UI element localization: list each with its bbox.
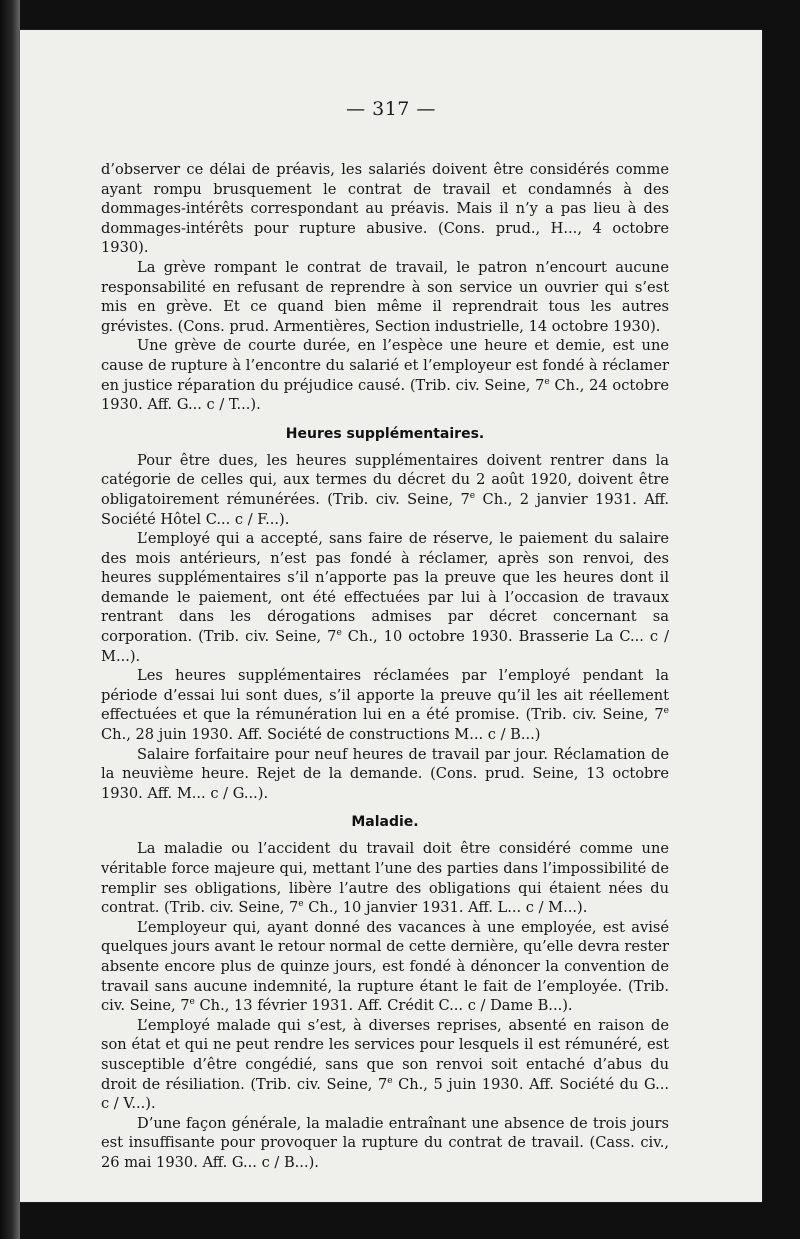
page-body — [101, 160, 669, 1173]
paragraph: L’employeur qui, ayant donné des vacances à une employée, est avisé quelques jours avant le retour normal de cette dernière, qu’elle devra rester absente encore plus de quinze jours, est fondé à dénoncer la convention de travail sans aucune indemnité, la rupture étant le fait de l’employée. (Trib. civ. Seine, 7e Ch., 13 février 1931. Aff. Crédit C... c / Dame B...). — [101, 918, 669, 1015]
paragraph: Une grève de courte durée, en l’espèce une heure et demie, est une cause de rupture à l’encontre du salarié et l’employeur est fondé à réclamer en justice réparation du préjudice causé. (Trib. civ. Seine, 7e Ch., 24 octobre 1930. Aff. G... c / T...). — [101, 337, 669, 414]
paragraph: L’employé malade qui s’est, à diverses reprises, absenté en raison de son état et qui ne peut rendre les services pour lesquels il est rémunéré, est susceptible d’être congédié, sans que son renvoi soit entaché d’abus du droit de résiliation. (Trib. civ. Seine, 7e Ch., 5 juin 1930. Aff. Société du G... c / V...). — [101, 1016, 669, 1113]
scan-edge — [0, 0, 20, 1239]
page-number: — 317 — — [346, 98, 436, 120]
document-page — [20, 30, 762, 1202]
section-heading-maladie: Maladie. — [351, 814, 419, 831]
paragraph: Les heures supplémentaires réclamées par l’employé pendant la période d’essai lui sont dues, s’il apporte la preuve qu’il les ait réellement effectuées et que la rémunération lui en a été promise. (Trib. civ. Seine, 7e Ch., 28 juin 1930. Aff. Société de constructions M... c / B...) — [101, 667, 669, 744]
paragraph: La maladie ou l’accident du travail doit être considéré comme une véritable force majeure qui, mettant l’une des parties dans l’impossibilité de remplir ses obligations, libère l’autre des obligations qui étaient nées du contrat. (Trib. civ. Seine, 7e Ch., 10 janvier 1931. Aff. L... c / M...). — [101, 840, 669, 917]
paragraph: La grève rompant le contrat de travail, le patron n’encourt aucune responsabilité en refusant de reprendre à son service un ouvrier qui s’est mis en grève. Et ce quand bien même il reprendrait tous les autres grévistes. (Cons. prud. Armentières, Section industrielle, 14 octobre 1930). — [101, 258, 669, 335]
paragraph: Salaire forfaitaire pour neuf heures de travail par jour. Réclamation de la neuvième heure. Rejet de la demande. (Cons. prud. Seine, 13 octobre 1930. Aff. M... c / G...). — [101, 745, 669, 802]
paragraph: d’observer ce délai de préavis, les salariés doivent être considérés comme ayant rompu brusquement le contrat de travail et condamnés à des dommages-intérêts correspondant au préavis. Mais il n’y a pas lieu à des dommages-intérêts pour rupture abusive. (Cons. prud., H..., 4 octobre 1930). — [101, 161, 669, 257]
section-heading-heures: Heures supplémentaires. — [285, 425, 485, 442]
paragraph: D’une façon générale, la maladie entraînant une absence de trois jours est insuffisante pour provoquer la rupture du contrat de travail. (Cass. civ., 26 mai 1930. Aff. G... c / B...). — [101, 1114, 669, 1171]
paragraph: Pour être dues, les heures supplémentaires doivent rentrer dans la catégorie de celles qui, aux termes du décret du 2 août 1920, doivent être obligatoirement rémunérées. (Trib. civ. Seine, 7e Ch., 2 janvier 1931. Aff. Société Hôtel C... c / F...). — [101, 451, 669, 528]
paragraph: L’employé qui a accepté, sans faire de réserve, le paiement du salaire des mois antérieurs, n’est pas fondé à réclamer, après son renvoi, des heures supplémentaires s’il n’apporte pas la preuve que les heures dont il demande le paiement, ont été effectuées par lui à l’occasion de travaux rentrant dans les dérogations admises par décret concernant sa corporation. (Trib. civ. Seine, 7e Ch., 10 octobre 1930. Brasserie La C... c / M...). — [101, 530, 669, 665]
